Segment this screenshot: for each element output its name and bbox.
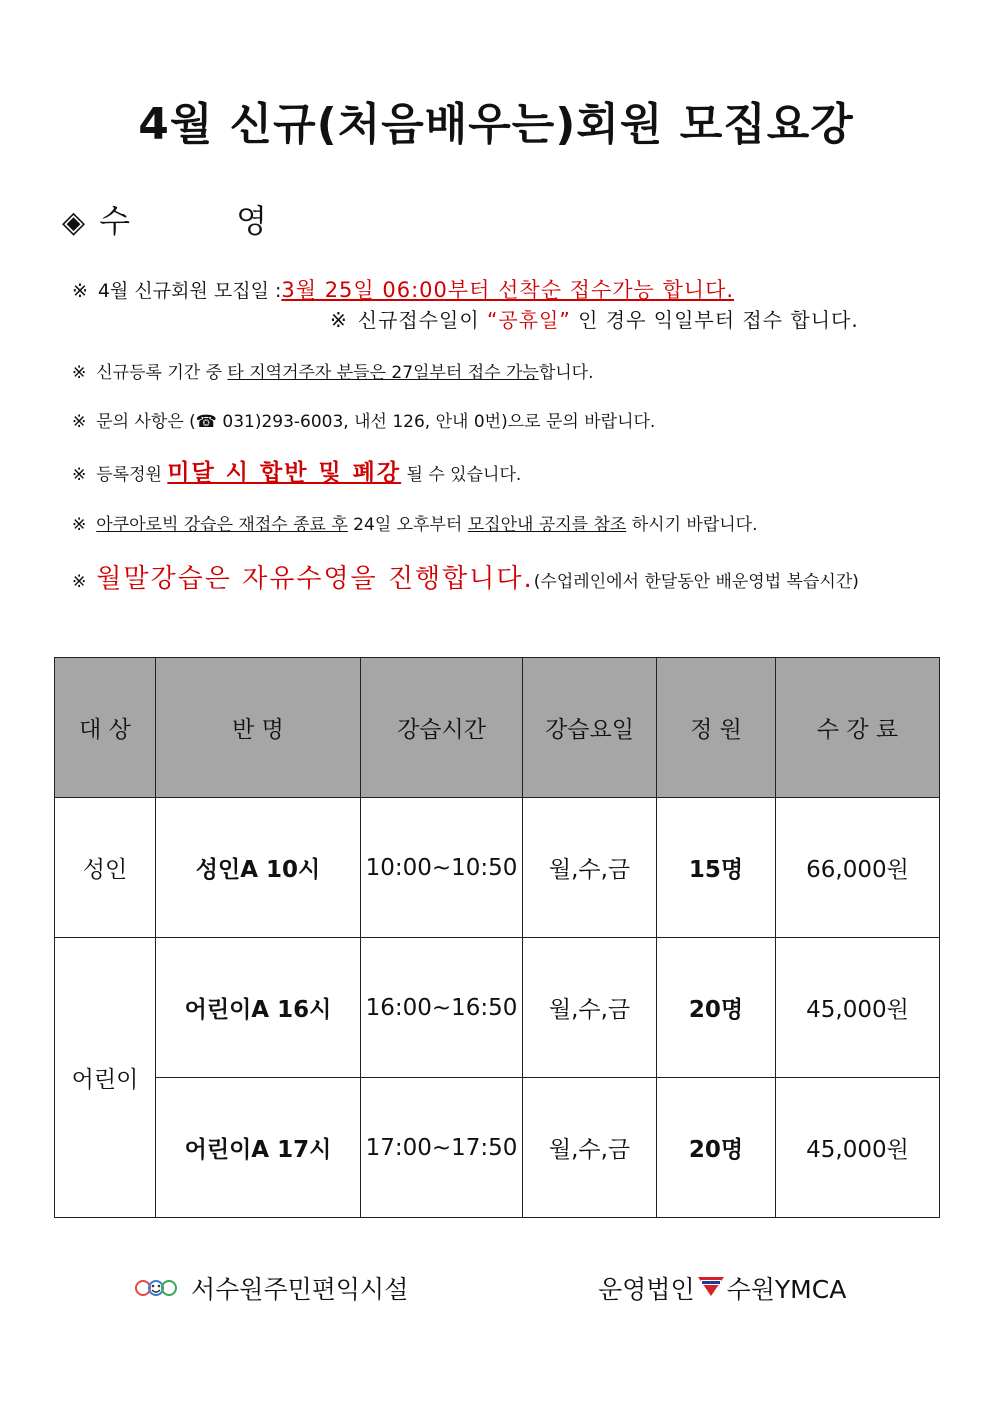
days-cell: 월,수,금 — [523, 798, 657, 938]
reference-mark-icon: ※ — [72, 363, 87, 383]
notice-recruit-date: ※ 4월 신규회원 모집일 :3월 25일 06:00부터 선착순 접수가능 합니다. — [72, 278, 735, 302]
reference-mark-icon: ※ — [72, 412, 87, 432]
facility-logo-icon — [133, 1274, 179, 1302]
recruit-date-highlight: 3월 25일 06:00부터 선착순 접수가능 합니다. — [281, 278, 735, 302]
diamond-icon: ◈ — [62, 205, 86, 240]
header-target: 대 상 — [55, 658, 156, 798]
table-row — [55, 938, 940, 1078]
facility-name: 서수원주민편익시설 — [191, 1275, 409, 1304]
reference-mark-icon: ※ — [72, 515, 87, 535]
fee-cell: 45,000원 — [776, 938, 940, 1078]
reference-mark-icon: ※ — [72, 572, 87, 592]
section-heading — [62, 196, 315, 242]
header-capacity: 정 원 — [657, 658, 776, 798]
notice-min-enrollment: ※ 등록정원 미달 시 합반 및 폐강 될 수 있습니다. — [72, 460, 522, 486]
class-cell: 어린이A 17시 — [156, 1078, 361, 1218]
ymca-logo-icon — [697, 1274, 725, 1303]
capacity-cell: 15명 — [657, 798, 776, 938]
fee-cell: 66,000원 — [776, 798, 940, 938]
target-cell: 성인 — [55, 798, 156, 938]
reference-mark-icon: ※ — [72, 465, 87, 485]
page-title: 4월 신규(처음배우는)회원 모집요강 — [138, 99, 854, 150]
class-cell: 성인A 10시 — [156, 798, 361, 938]
operator-name: 수원YMCA — [726, 1275, 847, 1304]
time-cell: 16:00~16:50 — [361, 938, 523, 1078]
notice-holiday: ※ 신규접수일이 “공휴일” 인 경우 익일부터 접수 합니다. — [330, 308, 859, 332]
days-cell: 월,수,금 — [523, 938, 657, 1078]
fee-cell: 45,000원 — [776, 1078, 940, 1218]
table-row — [55, 1078, 940, 1218]
section-name: 수 영 — [99, 202, 316, 240]
header-time: 강습시간 — [361, 658, 523, 798]
capacity-cell: 20명 — [657, 1078, 776, 1218]
operator-label: 운영법인 — [598, 1275, 695, 1304]
notice-month-end: ※ 월말강습은 자유수영을 진행합니다.(수업레인에서 한달동안 배운영법 복습시간) — [72, 564, 859, 594]
class-cell: 어린이A 16시 — [156, 938, 361, 1078]
operator-footer — [598, 1270, 846, 1306]
capacity-cell: 20명 — [657, 938, 776, 1078]
time-cell: 17:00~17:50 — [361, 1078, 523, 1218]
header-days: 강습요일 — [523, 658, 657, 798]
reference-mark-icon: ※ — [330, 308, 348, 332]
header-class: 반 명 — [156, 658, 361, 798]
target-cell: 어린이 — [55, 938, 156, 1218]
facility-footer — [133, 1270, 408, 1306]
time-cell: 10:00~10:50 — [361, 798, 523, 938]
reference-mark-icon: ※ — [72, 280, 88, 302]
table-header-row — [55, 658, 940, 798]
notice-aquarobic: ※ 아쿠아로빅 강습은 재접수 종료 후 24일 오후부터 모집안내 공지를 참조 하시기 바랍니다. — [72, 515, 758, 535]
schedule-table — [54, 657, 940, 1218]
days-cell: 월,수,금 — [523, 1078, 657, 1218]
table-row — [55, 798, 940, 938]
header-fee: 수 강 료 — [776, 658, 940, 798]
notice-other-region: ※ 신규등록 기간 중 타 지역거주자 분들은 27일부터 접수 가능합니다. — [72, 363, 594, 383]
notice-contact: ※ 문의 사항은 (☎ 031)293-6003, 내선 126, 안내 0번)으로 문의 바랍니다. — [72, 412, 656, 432]
